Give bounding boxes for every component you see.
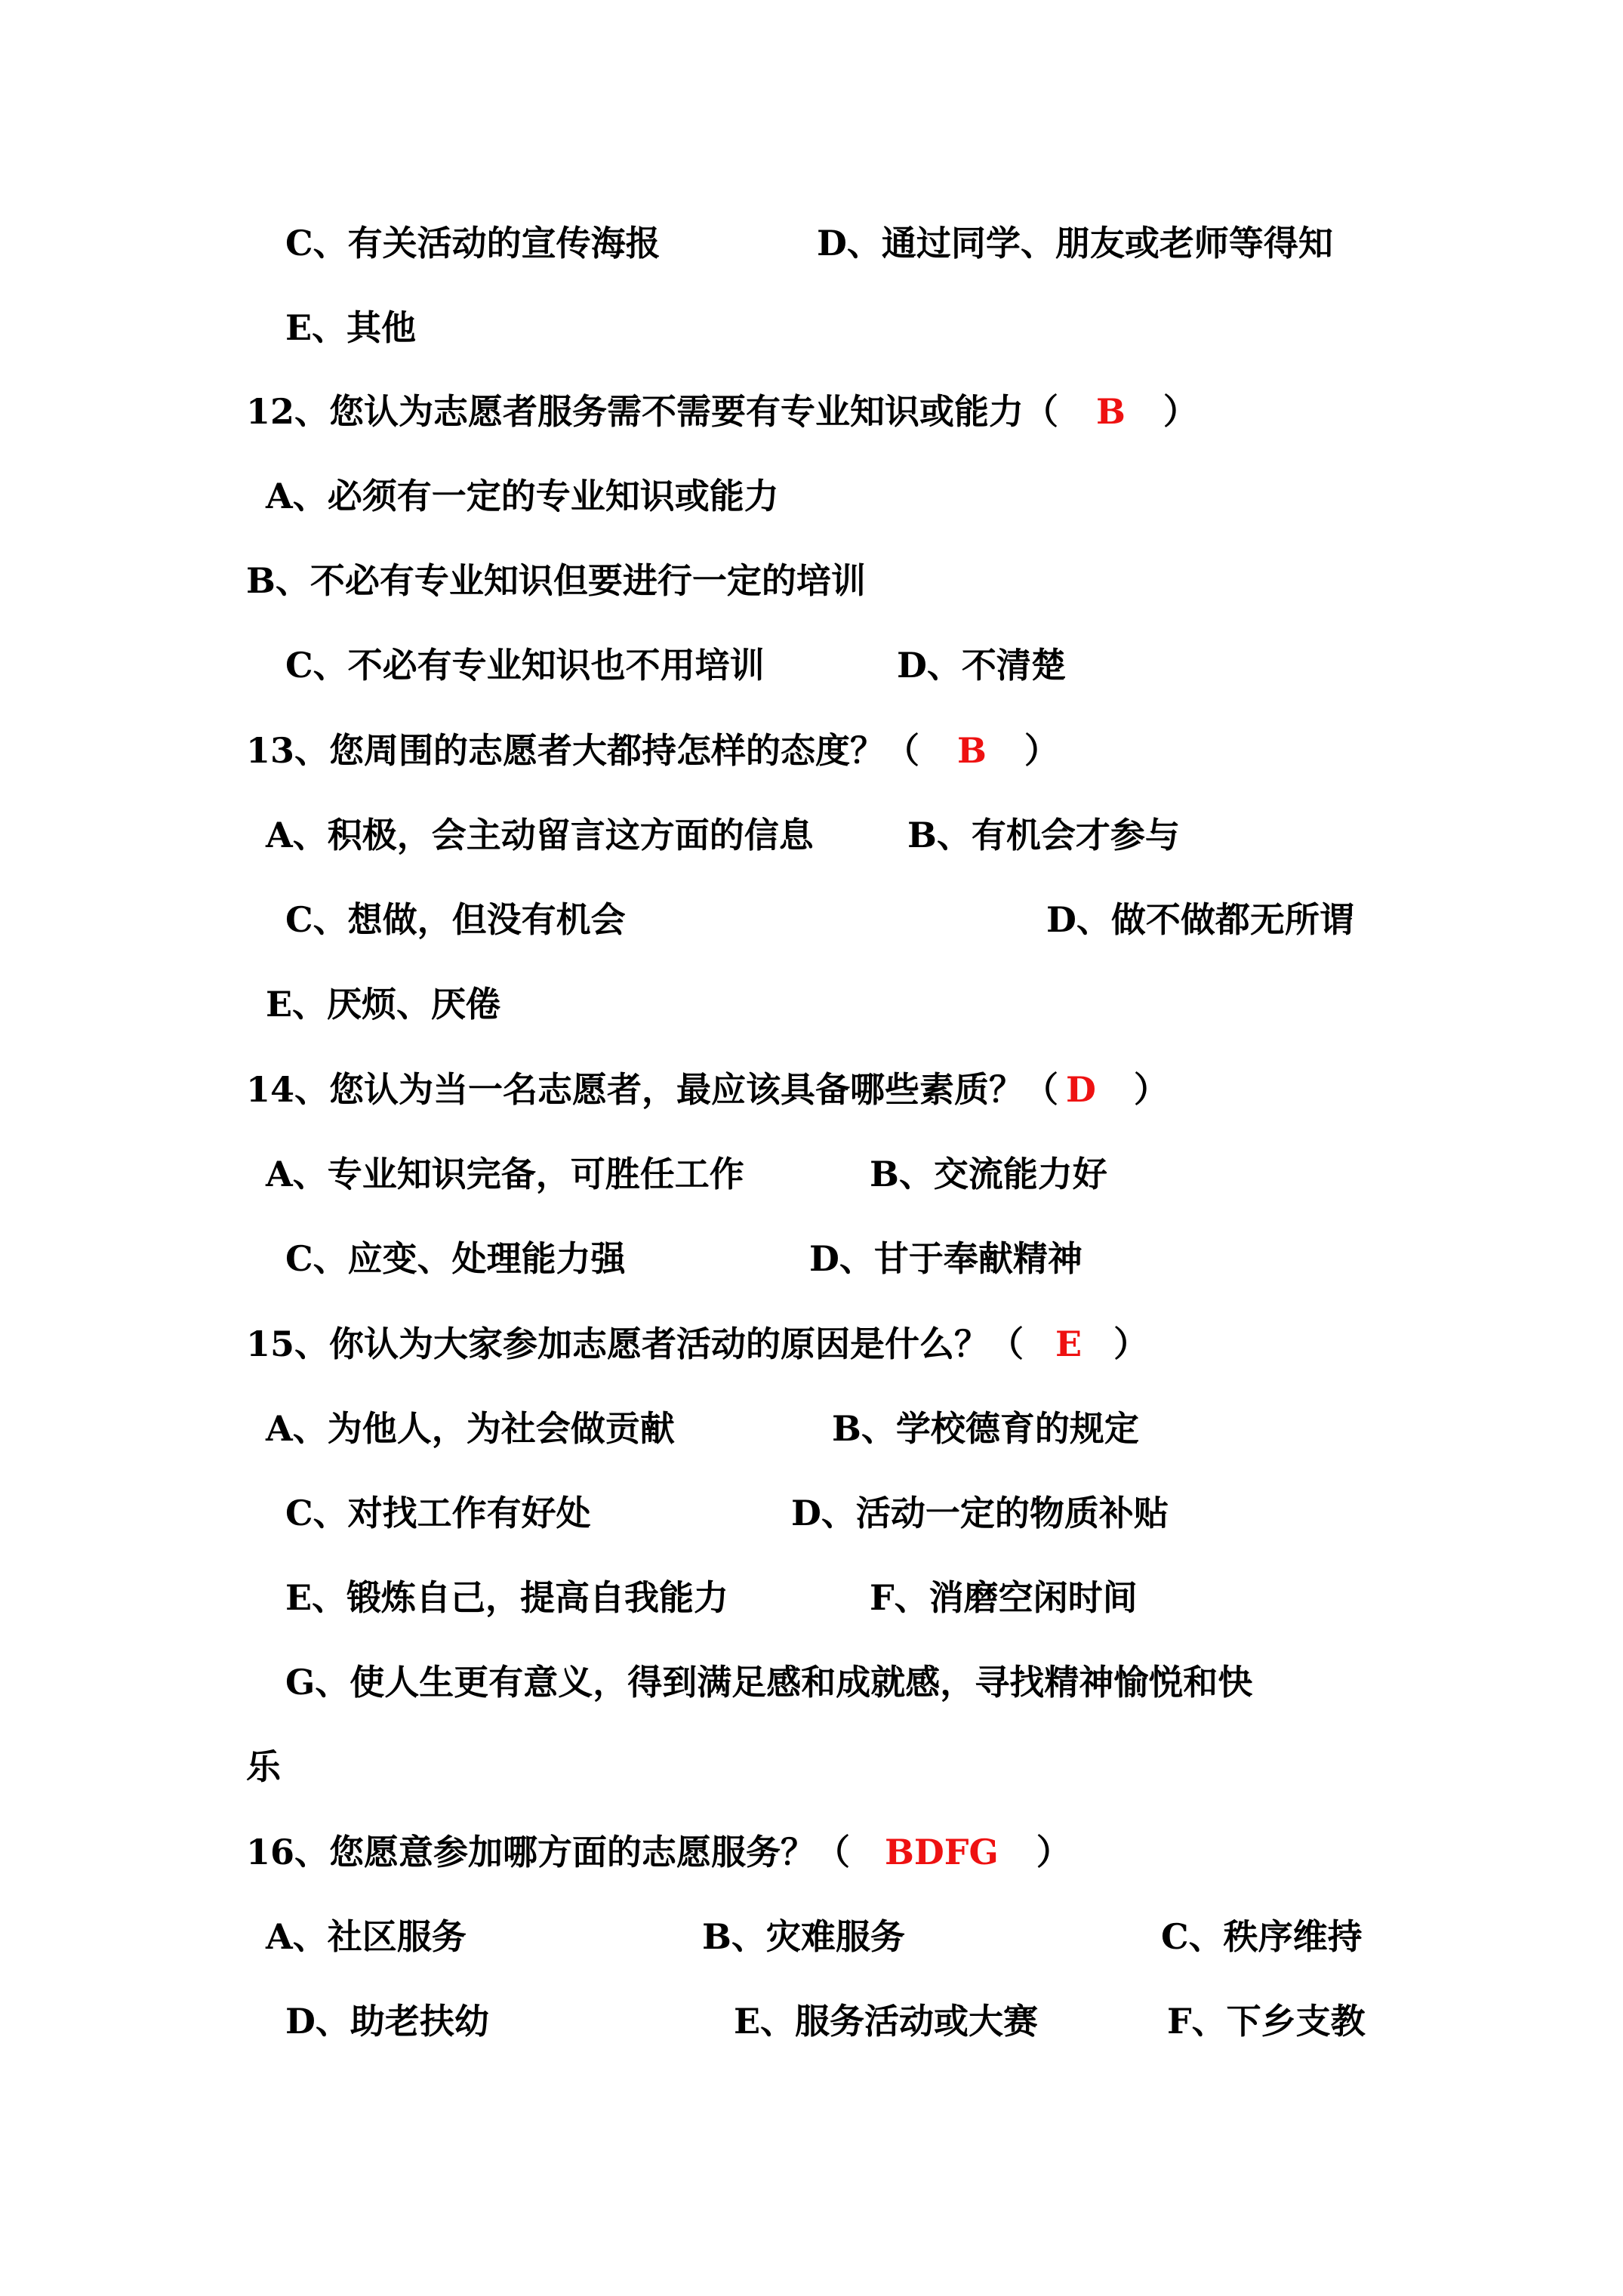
q13-option-d: D、做不做都无所谓 [1046,899,1354,940]
q14-option-b: B、交流能力好 [870,1154,1107,1194]
q12-stem: 12、您认为志愿者服务需不需要有专业知识或能力（ [246,391,1059,432]
q15-stem: 15、你认为大家参加志愿者活动的原因是什么？（ [246,1324,1024,1364]
q15-option-f: F、消磨空闲时间 [870,1577,1138,1618]
q15-option-a: A、为他人，为社会做贡献 [266,1408,675,1449]
q16-option-b: B、灾难服务 [702,1916,905,1957]
q15-answer: E [1055,1324,1083,1364]
q12-option-a: A、必须有一定的专业知识或能力 [266,476,779,516]
q11-option-e: E、其他 [285,307,417,348]
q13-question [246,728,1059,773]
q14-option-a: A、专业知识完备，可胜任工作 [266,1154,744,1194]
q12-option-b: B、不必有专业知识但要进行一定的培训 [246,560,866,601]
q14-answer: D [1066,1069,1096,1110]
q13-option-c: C、想做，但没有机会 [285,899,626,940]
q16-option-e: E、服务活动或大赛 [734,2001,1039,2042]
q14-option-c: C、应变、处理能力强 [285,1238,626,1279]
q16-option-c: C、秩序维持 [1161,1916,1363,1957]
q12-close: ） [1163,391,1198,432]
q15-option-g-continued: 乐 [246,1746,281,1787]
q13-stem: 13、您周围的志愿者大都持怎样的态度？（ [246,730,920,771]
q16-option-d: D、助老扶幼 [285,2001,489,2042]
q15-option-d: D、活动一定的物质补贴 [791,1493,1169,1533]
q11-option-d: D、通过同学、朋友或老师等得知 [817,223,1333,264]
q15-question [246,1321,1148,1367]
q16-option-a: A、社区服务 [266,1916,467,1957]
q14-question [246,1067,1169,1112]
q16-close: ） [1036,1832,1071,1872]
q13-answer: B [957,730,987,771]
q15-option-g: G、使人生更有意义，得到满足感和成就感，寻找精神愉悦和快 [285,1662,1253,1703]
q13-close: ） [1024,730,1059,771]
q12-option-d: D、不清楚 [897,645,1066,686]
q11-option-c: C、有关活动的宣传海报 [285,223,661,264]
q16-stem: 16、您愿意参加哪方面的志愿服务？（ [246,1832,851,1872]
q14-option-d: D、甘于奉献精神 [809,1238,1083,1279]
q15-option-c: C、对找工作有好处 [285,1493,591,1533]
q15-option-e: E、锻炼自己，提高自我能力 [285,1577,729,1618]
q14-close: ） [1133,1069,1169,1110]
q12-option-c: C、不必有专业知识也不用培训 [285,645,765,686]
q13-option-b: B、有机会才参与 [907,815,1180,855]
q13-option-e: E、厌烦、厌倦 [266,984,501,1025]
q12-answer: B [1096,391,1126,432]
q12-question [246,389,1198,434]
q15-option-b: B、学校德育的规定 [832,1408,1139,1449]
q16-answer: BDFG [885,1832,999,1872]
q15-close: ） [1113,1324,1149,1364]
q14-stem: 14、您认为当一名志愿者，最应该具备哪些素质？（ [246,1069,1059,1110]
q16-question [246,1829,1071,1875]
q13-option-a: A、积极，会主动留言这方面的信息 [266,815,814,855]
q16-option-f: F、下乡支教 [1167,2001,1366,2042]
